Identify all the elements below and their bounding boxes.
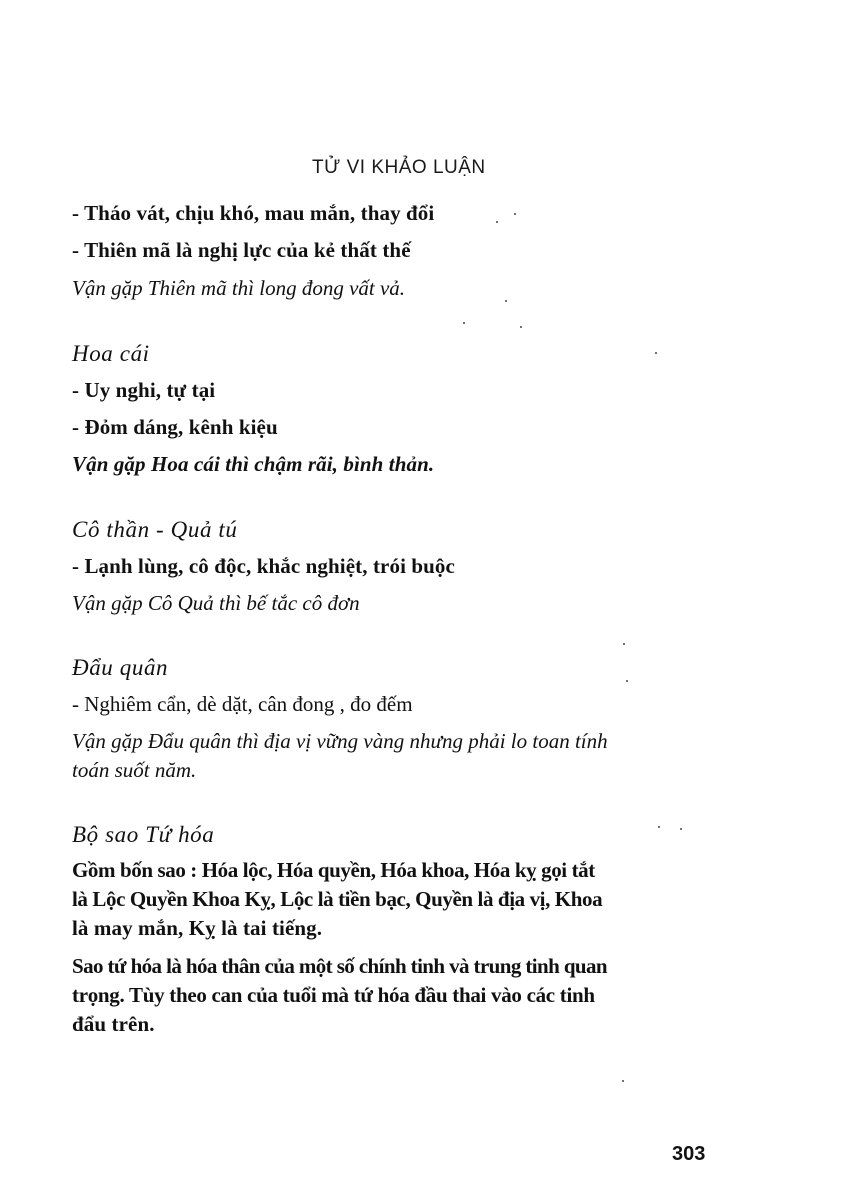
paragraph-line: Sao tứ hóa là hóa thân của một số chính tinh và trung tinh quan bbox=[72, 954, 607, 978]
scan-speck bbox=[626, 680, 628, 682]
summary-line: Vận gặp Cô Quả thì bế tắc cô đơn bbox=[72, 591, 360, 615]
section-heading: Đẩu quân bbox=[72, 655, 169, 680]
summary-line: toán suốt năm. bbox=[72, 758, 197, 782]
scan-speck bbox=[655, 352, 657, 354]
scan-speck bbox=[514, 213, 516, 215]
trait-line: - Uy nghi, tự tại bbox=[72, 378, 216, 402]
section-heading: Bộ sao Tứ hóa bbox=[72, 822, 215, 847]
trait-line: - Thiên mã là nghị lực của kẻ thất thế bbox=[72, 238, 411, 262]
paragraph-line: trọng. Tùy theo can của tuổi mà tứ hóa đầu thai vào các tinh bbox=[72, 983, 595, 1007]
summary-line: Vận gặp Hoa cái thì chậm rãi, bình thản. bbox=[72, 452, 435, 476]
page-number: 303 bbox=[672, 1143, 706, 1165]
paragraph-line: Gồm bốn sao : Hóa lộc, Hóa quyền, Hóa khoa, Hóa kỵ gọi tắt bbox=[72, 858, 595, 882]
summary-line: Vận gặp Đẩu quân thì địa vị vững vàng nhưng phải lo toan tính bbox=[72, 729, 608, 753]
paragraph-line: đẩu trên. bbox=[72, 1012, 155, 1036]
section-heading: Hoa cái bbox=[72, 341, 150, 366]
section-heading: Cô thần - Quả tú bbox=[72, 517, 238, 542]
trait-line: - Nghiêm cẩn, dè dặt, cân đong , đo đếm bbox=[72, 692, 413, 716]
running-header: TỬ VI KHẢO LUẬN bbox=[312, 157, 486, 178]
trait-line: - Đỏm dáng, kênh kiệu bbox=[72, 415, 278, 439]
scan-speck bbox=[622, 1080, 624, 1082]
scan-speck bbox=[680, 828, 682, 830]
scan-speck bbox=[658, 826, 660, 828]
scan-speck bbox=[520, 326, 522, 328]
trait-line: - Tháo vát, chịu khó, mau mắn, thay đổi bbox=[72, 201, 435, 225]
scan-speck bbox=[463, 322, 465, 324]
paragraph-line: là Lộc Quyền Khoa Kỵ, Lộc là tiền bạc, Quyền là địa vị, Khoa bbox=[72, 887, 603, 911]
scan-speck bbox=[505, 300, 507, 302]
summary-line: Vận gặp Thiên mã thì long đong vất vả. bbox=[72, 276, 406, 300]
trait-line: - Lạnh lùng, cô độc, khắc nghiệt, trói buộc bbox=[72, 554, 455, 578]
paragraph-line: là may mắn, Kỵ là tai tiếng. bbox=[72, 916, 323, 940]
scan-speck bbox=[623, 643, 625, 645]
scan-speck bbox=[496, 221, 498, 223]
